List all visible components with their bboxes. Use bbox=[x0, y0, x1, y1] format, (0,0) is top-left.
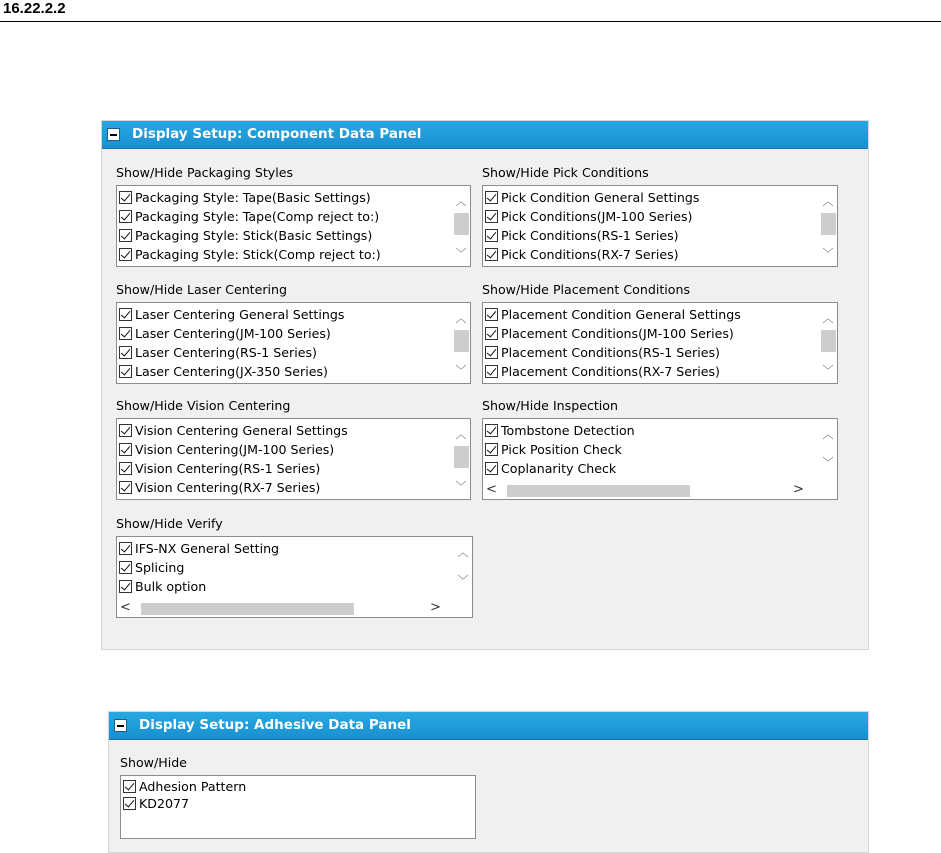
checked-checkbox-icon[interactable] bbox=[123, 780, 136, 793]
list-item[interactable]: Packaging Style: Stick(Basic Settings) bbox=[119, 226, 381, 245]
checked-checkbox-icon[interactable] bbox=[485, 248, 498, 261]
chevron-up-icon[interactable]: ︿ bbox=[455, 428, 467, 441]
chevron-up-icon[interactable]: ︿ bbox=[822, 312, 834, 325]
list-item[interactable]: Laser Centering(JM-100 Series) bbox=[119, 324, 344, 343]
placement-conditions-label: Show/Hide Placement Conditions bbox=[482, 282, 691, 297]
scroll-thumb[interactable] bbox=[507, 485, 690, 497]
list-item[interactable]: Pick Position Check bbox=[485, 440, 635, 459]
checked-checkbox-icon[interactable] bbox=[119, 210, 132, 223]
list-item[interactable]: Placement Conditions(RS-1 Series) bbox=[485, 343, 741, 362]
chevron-down-icon[interactable]: ﹀ bbox=[455, 247, 467, 260]
chevron-up-icon[interactable]: ︿ bbox=[455, 195, 467, 208]
minus-icon[interactable] bbox=[114, 719, 127, 732]
chevron-down-icon[interactable]: ﹀ bbox=[822, 247, 834, 260]
list-item[interactable]: Pick Conditions(JM-100 Series) bbox=[485, 207, 699, 226]
list-item[interactable]: Placement Conditions(RX-7 Series) bbox=[485, 362, 741, 381]
vertical-scrollbar[interactable] bbox=[454, 537, 472, 600]
heading-divider bbox=[0, 21, 941, 22]
list-item[interactable]: Coplanarity Check bbox=[485, 459, 635, 478]
scroll-thumb[interactable] bbox=[821, 330, 836, 352]
checked-checkbox-icon[interactable] bbox=[485, 229, 498, 242]
vertical-scrollbar[interactable] bbox=[819, 419, 837, 482]
laser-centering-label: Show/Hide Laser Centering bbox=[116, 282, 288, 297]
checked-checkbox-icon[interactable] bbox=[485, 308, 498, 321]
chevron-left-icon[interactable]: < bbox=[120, 600, 131, 615]
checked-checkbox-icon[interactable] bbox=[119, 561, 132, 574]
minus-icon[interactable] bbox=[107, 128, 120, 141]
inspection-label: Show/Hide Inspection bbox=[482, 398, 618, 413]
section-heading: 16.22.2.2 bbox=[3, 0, 66, 17]
list-item[interactable]: Vision Centering(JM-100 Series) bbox=[119, 440, 348, 459]
checked-checkbox-icon[interactable] bbox=[123, 797, 136, 810]
list-item[interactable]: Placement Condition General Settings bbox=[485, 305, 741, 324]
checked-checkbox-icon[interactable] bbox=[485, 191, 498, 204]
packaging-styles-list[interactable] bbox=[116, 185, 471, 267]
packaging-styles-label: Show/Hide Packaging Styles bbox=[116, 165, 294, 180]
vertical-scrollbar[interactable] bbox=[452, 186, 470, 266]
placement-conditions-list[interactable] bbox=[482, 302, 838, 384]
show-hide-label: Show/Hide bbox=[120, 755, 187, 770]
panel-header bbox=[102, 121, 868, 149]
checked-checkbox-icon[interactable] bbox=[119, 481, 132, 494]
chevron-left-icon[interactable]: < bbox=[486, 482, 497, 497]
chevron-up-icon[interactable]: ︿ bbox=[455, 312, 467, 325]
list-item[interactable]: Splicing bbox=[119, 558, 279, 577]
vertical-scrollbar[interactable] bbox=[452, 419, 470, 499]
laser-centering-list[interactable] bbox=[116, 302, 471, 384]
adhesive-data-panel bbox=[108, 711, 869, 853]
list-item[interactable]: KD2077 bbox=[123, 795, 246, 812]
chevron-down-icon[interactable]: ﹀ bbox=[455, 364, 467, 377]
checked-checkbox-icon[interactable] bbox=[119, 191, 132, 204]
checked-checkbox-icon[interactable] bbox=[119, 424, 132, 437]
checked-checkbox-icon[interactable] bbox=[485, 462, 498, 475]
chevron-right-icon[interactable]: > bbox=[430, 600, 441, 615]
list-item[interactable]: Vision Centering(RS-1 Series) bbox=[119, 459, 348, 478]
checked-checkbox-icon[interactable] bbox=[119, 229, 132, 242]
list-item[interactable]: Pick Conditions(RS-1 Series) bbox=[485, 226, 699, 245]
list-item[interactable]: Laser Centering(RS-1 Series) bbox=[119, 343, 344, 362]
list-item[interactable]: Vision Centering General Settings bbox=[119, 421, 348, 440]
chevron-down-icon[interactable]: ﹀ bbox=[822, 456, 834, 469]
checked-checkbox-icon[interactable] bbox=[485, 365, 498, 378]
verify-list[interactable] bbox=[116, 536, 473, 618]
verify-label: Show/Hide Verify bbox=[116, 516, 223, 531]
pick-conditions-list[interactable] bbox=[482, 185, 838, 267]
chevron-up-icon[interactable]: ︿ bbox=[822, 428, 834, 441]
list-item[interactable]: Packaging Style: Tape(Basic Settings) bbox=[119, 188, 381, 207]
checked-checkbox-icon[interactable] bbox=[119, 365, 132, 378]
checked-checkbox-icon[interactable] bbox=[485, 346, 498, 359]
checked-checkbox-icon[interactable] bbox=[485, 424, 498, 437]
checked-checkbox-icon[interactable] bbox=[119, 327, 132, 340]
vision-centering-label: Show/Hide Vision Centering bbox=[116, 398, 291, 413]
list-item[interactable]: Laser Centering General Settings bbox=[119, 305, 344, 324]
scroll-thumb[interactable] bbox=[454, 330, 469, 352]
list-item[interactable]: Packaging Style: Stick(Comp reject to:) bbox=[119, 245, 381, 264]
vertical-scrollbar[interactable] bbox=[819, 303, 837, 383]
panel-title: Display Setup: Adhesive Data Panel bbox=[139, 717, 411, 733]
checked-checkbox-icon[interactable] bbox=[119, 542, 132, 555]
checked-checkbox-icon[interactable] bbox=[119, 443, 132, 456]
panel-header bbox=[109, 712, 868, 740]
vertical-scrollbar[interactable] bbox=[819, 186, 837, 266]
list-item[interactable]: Adhesion Pattern bbox=[123, 778, 246, 795]
scroll-thumb[interactable] bbox=[141, 603, 354, 615]
horizontal-scrollbar[interactable] bbox=[117, 600, 472, 617]
scroll-thumb[interactable] bbox=[454, 446, 469, 468]
vertical-scrollbar[interactable] bbox=[452, 303, 470, 383]
scroll-thumb[interactable] bbox=[454, 213, 469, 235]
pick-conditions-label: Show/Hide Pick Conditions bbox=[482, 165, 649, 180]
list-item[interactable]: Pick Condition General Settings bbox=[485, 188, 699, 207]
chevron-down-icon[interactable]: ﹀ bbox=[457, 574, 469, 587]
component-data-panel bbox=[101, 120, 869, 650]
chevron-right-icon[interactable]: > bbox=[793, 482, 804, 497]
vision-centering-list[interactable] bbox=[116, 418, 471, 500]
list-item[interactable]: Laser Centering(JX-350 Series) bbox=[119, 362, 344, 381]
checked-checkbox-icon[interactable] bbox=[119, 346, 132, 359]
chevron-up-icon[interactable]: ︿ bbox=[822, 195, 834, 208]
list-item[interactable]: Tombstone Detection bbox=[485, 421, 635, 440]
horizontal-scrollbar[interactable] bbox=[483, 482, 837, 499]
panel-title: Display Setup: Component Data Panel bbox=[132, 126, 422, 142]
list-item[interactable]: Vision Centering(RX-7 Series) bbox=[119, 478, 348, 497]
list-item[interactable]: Pick Conditions(RX-7 Series) bbox=[485, 245, 699, 264]
inspection-list[interactable] bbox=[482, 418, 838, 500]
list-item[interactable]: Packaging Style: Tape(Comp reject to:) bbox=[119, 207, 381, 226]
checked-checkbox-icon[interactable] bbox=[119, 248, 132, 261]
chevron-down-icon[interactable]: ﹀ bbox=[822, 364, 834, 377]
checked-checkbox-icon[interactable] bbox=[485, 443, 498, 456]
chevron-down-icon[interactable]: ﹀ bbox=[455, 480, 467, 493]
checked-checkbox-icon[interactable] bbox=[119, 580, 132, 593]
scroll-thumb[interactable] bbox=[821, 213, 836, 235]
list-item[interactable]: Bulk option bbox=[119, 577, 279, 596]
checked-checkbox-icon[interactable] bbox=[119, 308, 132, 321]
checked-checkbox-icon[interactable] bbox=[485, 210, 498, 223]
checked-checkbox-icon[interactable] bbox=[119, 462, 132, 475]
checked-checkbox-icon[interactable] bbox=[485, 327, 498, 340]
list-item[interactable]: IFS-NX General Setting bbox=[119, 539, 279, 558]
adhesive-show-hide-list[interactable] bbox=[120, 775, 476, 839]
chevron-up-icon[interactable]: ︿ bbox=[457, 546, 469, 559]
list-item[interactable]: Placement Conditions(JM-100 Series) bbox=[485, 324, 741, 343]
